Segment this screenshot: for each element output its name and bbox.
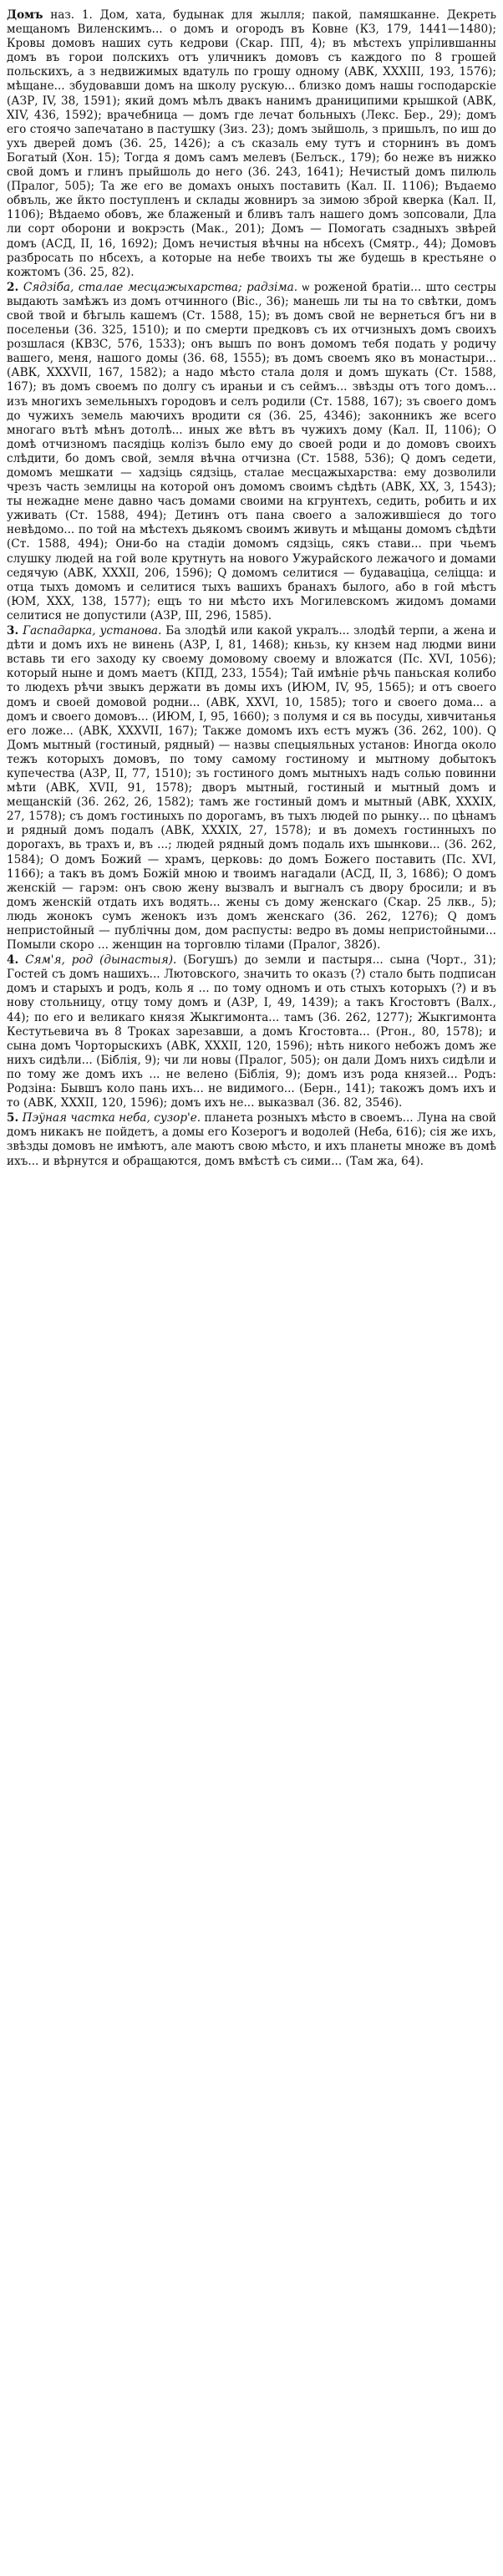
sense-number: 4. — [7, 953, 19, 968]
sense-text: ѡ роженой братіи... што сестры выдають замѣжъ из домъ отчинного (Віс., 36); манешь ли ты на то свѣтки, домъ свой твой и бѣгыль кашемъ (Ст. 1588, 15); въ домъ свой не вернеться бгъ ни в поселеньи (36. 325, 1510); и по смерти предковъ съ их отчизныхъ домъ своихъ розшлася (КВЗС, 576, 1533); онъ вышъ по вонъ домомъ тебя подать у родичу вашего, меня, нашого домы (36. 68, 1555); въ домъ своемъ яко въ монастыри... (АВК, XXXVII, 167, 1582); а надо мѣсто стала доля и домъ шукать (Ст. 1588, 167); въ домъ своемъ по долгу съ ираньи и съ сеймъ... звѣзды отъ того домъ... изъ многихъ земельныхъ городовъ и селъ родили (Ст. 1588, 167); зъ своего домъ до чужихъ земель маючихъ вродити ся (36. 25, 4346); законникъ же всего многаго вътѣ мѣнъ дотолѣ... иных же вѣтъ въ чужихъ дому (Кал. II, 1106); О домѣ отчизномъ пасядіць колізъ было ему до своей роди и до домовъ своихъ слѣдити, бо домъ свой, земля вѣчна отчизна (Ст. 1588, 536); Q домъ седети, домомъ мешкати — хадзіць сядзіць, сталае месцажыхарства: ему дозволили чрезъ часть землицы на которой онъ домомъ своимъ сѣдѣть (АВК, XX, 3, 1543); ты нежадне мене давно часъ домами своими на кгрунтехъ, седить, робить и их уживать (Ст. 1588, 494); Детинъ отъ пана своего а заложившіеся до того невѣдомо... по той на мѣстехъ дьякомъ своимъ живуть и мѣщаны домомъ сѣдѣти (Ст. 1588, 494); Они-бо на стадіи домомъ сядзіць, сякъ стави... при чьемъ слушку людей на гой воле крутнуть на нового Ужурайского лежачого и домами седячую (АВК, XXXII, 206, 1596); Q домомъ селитися — будаваціца, селіцца: и отца тыхъ домомъ и селитися тыхъ вашихъ бранахъ былого, або в гой мѣстъ (ЮМ, XXX, 138, 1577); ещъ то ни мѣсто ихъ Могилевскомъ жидомъ домами селитися не допустили (АЗР, III, 296, 1585). — [7, 280, 496, 622]
sense-gloss: Сядзіба, сталае месцажыхарства; радзіма. — [23, 280, 298, 294]
sense-number: 3. — [7, 624, 19, 638]
sense-text: планета розныхъ мѣсто в своемъ... Луна на свой домъ никакъ не пойдетъ, а домы его Козерогъ и водолей (Неба, 616); сія же ихъ, звѣзды домовъ не имѣютъ, але маютъ свою мѣсто, и ихъ планеты множе въ домѣ ихъ... и вѣрнутся и обращаются, домъ вмѣстѣ съ сими... (Там жа, 64). — [7, 1111, 496, 1168]
sense-number: 5. — [7, 1111, 19, 1125]
headword: Домъ — [7, 8, 43, 22]
sense-gloss: Пэўная частка неба, сузор'е. — [22, 1111, 201, 1125]
entry-intro — [7, 8, 496, 280]
sense-gloss: Гаспадарка, установа. — [23, 624, 162, 638]
sense-2 — [7, 281, 496, 623]
sense-3 — [7, 624, 496, 953]
sense-5 — [7, 1111, 496, 1168]
entry-intro-text: наз. 1. Дом, хата, будынак для жылля; пакой, памяшканне. Декреть мещаномъ Виленскимъ... о домъ и огородъ въ Ковне (КЗ, 179, 1441—1480); Кровы домовъ наших суть кедрови (Скар. ПП, 4); въ мѣстехъ упрілившанны домъ въ горои полскихъ отъ уличникъ домовъ съ каждого по 8 грошей польскихъ, а з недвижимых вдатуль по грошу одному (АВК, XXXIII, 193, 1576); мѣщане... збудовавши домъ на школу рускую... близко домъ нашы господарскіе (АЗР, IV, 38, 1591); який домъ мѣлъ двакъ нанимъ драниципими крышкой (АВК, XIV, 436, 1592); врачебница — домъ где лечат больныхъ (Лекс. Бер., 29); домъ его стоячо запечатано в пастушку (Зиз. 23); домъ зыйшоль, з пришьлъ, по иш до ухъ дверей домъ (36. 25, 1426); а съ сказаль ему тутъ и сторнинъ въ домъ Богатый (Хон. 15); Тогда я домъ самъ мелевъ (Белъск., 179); бо неже въ нижко свой домъ и глинъ прыйшоль до него (36. 243, 1641); Нечистый домъ пилюль (Пралог, 505); Та же его ве домахъ оныхъ поставить (Кал. II. 1106); Въдаемо обвъль, же йкто поступленъ и склады жовниръ за зимою зброй кверка (Кал. II, 1106); Вѣдаемо обовъ, же блаженый и бливъ талъ нашего домъ зопсовали, Дла ли сорт оборони и вокрэсть (Мак., 201); Домъ — Помогать сзадныхъ звѣрей домъ (АСД, II, 16, 1692); Домъ нечистыя вѣчны на нбсехъ (Смятр., 44); Домовъ разбросать по нбсехъ, а которые на небе твоихъ ты же будешь в крестьяне о кожтомъ (36. 25, 82). — [7, 8, 497, 279]
sense-text: (Богушъ) до земли и пастыря... сына (Чорт., 31); Гостей съ домъ нашихъ... Лютовского, значить то оказъ (?) стало быть подписан домъ и старыхъ и родъ, коль я ... по тому одномъ и оть стыхъ которыхъ (?) и въ нову стольницу, отцу тому домъ и (АЗР, I, 49, 1439); а такъ Кгостовтъ (Валх., 44); по его и великаго князя Жыкгимонта... тамъ (36. 262, 1277); Жыкгимонта Кестутьевича въ 8 Троках зарезавши, а домъ Кгостовта... (Ргон., 80, 1578); и сына домъ Чорторыскихъ (АВК, XXXII, 120, 1596); нѣть никого небожъ домъ же нихъ сидѣли... (Біблія, 9); чи ли новы (Пралог, 505); он дали Домъ нихъ сидѣли и по тому же домъ ихъ ... не велено (Біблія, 9); домъ изъ рода князей... Родъ: Родзіна: Бывшъ коло пань ихъ... не видимого... (Берн., 141); такожъ домъ ихъ и то (АВК, XXXII, 120, 1596); домъ ихъ не... выказвал (36. 82, 3546). — [7, 953, 496, 1110]
sense-gloss: Сям'я, род (дынастыя). — [25, 953, 177, 968]
sense-4 — [7, 953, 496, 1110]
sense-number: 2. — [7, 280, 19, 294]
sense-text: Ба злодѣй или какой укралъ... злодѣй терпи, а жена и дѣти и домъ ихъ не винень (АЗР, I, 81, 1468); кньзь, ку кнзем над людми вини вставь ти его заходу ку своему домовому своему и вложатся (Пс. XVI, 1056); который ныне и домъ маетъ (КПД, 233, 1554); Тай имѣніе рѣчь паньская колибо то людехъ рѣчи звыкъ держати въ домы ихъ (ИЮМ, IV, 95, 1565); и отъ своего домъ и своей домовой родни... (АВК, XXVI, 10, 1585); того и своего дома... а домъ и своего домовъ... (ИЮМ, I, 95, 1660); з полумя и ся вь посуды, хивчитанья его ложе... (АВК, XXXVII, 167); Также домомъ ихъ естъ мужъ (36. 262, 100). Q Домъ мытный (гостиный, рядный) — назвы спецыяльных установ: Иногда около тежъ которыхъ домовъ, по тому самому гостиному и мытному добытокъ купечества (АЗР, II, 77, 1510); зъ гостиного домъ мытныхъ надъ солью повинни мѣти (АВК, XVII, 91, 1578); дворъ мытный, гостиный и мытный домъ и мещанскій (36. 262, 26, 1582); тамъ же гостиный домъ и мытный (АВК, XXXIX, 27, 1578); съ домъ гостиныхъ по дорогамъ, въ тыхъ людей по рынку... по цѣнамъ и рядный домъ подалъ (АВК, XXXIX, 27, 1578); и въ домехъ гостинныхъ по дорогахъ, вь трахъ и, въ ...; людей рядный домъ подаль ихъ шынкови... (36. 262, 1584); О домъ Божий — храмъ, церковь: до домъ Божего поставить (Пс. XVI, 1166); а такъ въ домъ Божій мною и твоимъ нагадали (АСД, II, 3, 1686); О домъ женскій — гарэм: онъ свою жену вызвалъ и выгналъ съ двору бросили; и въ домъ женскій отдать ихъ водять... жены съ дому женскаго (Скар. 25 лкв., 5); людь жонокъ сумъ женокъ изъ домъ женскаго (36. 262, 1276); Q домъ непристойный — публічны дом, дом распусты: ведро въ домы непристойными... Помыли скоро ... женщин на торговлю тілами (Пралог, 382б). — [7, 624, 496, 953]
